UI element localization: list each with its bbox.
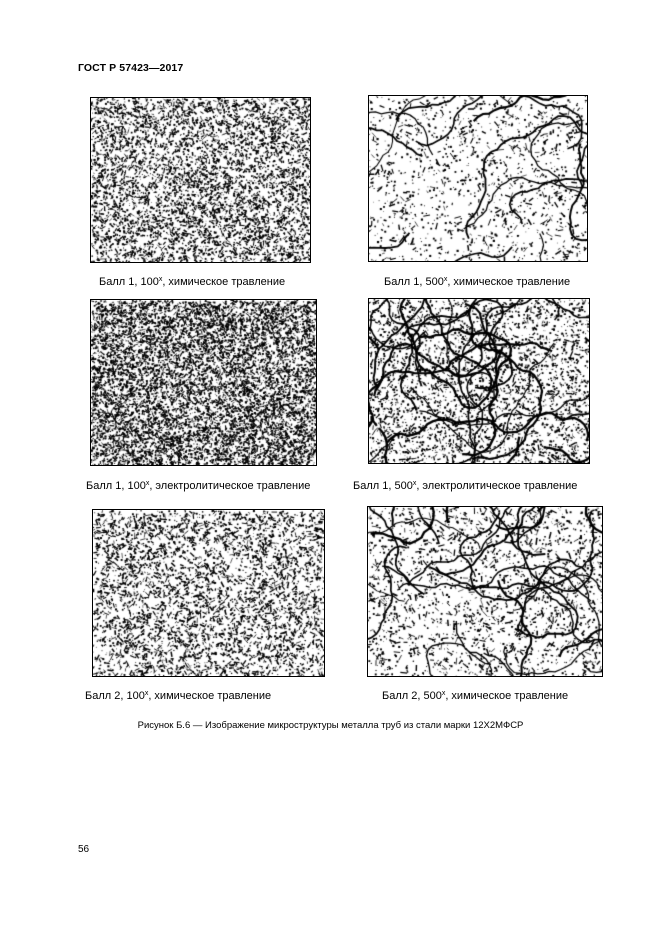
page-number: 56	[78, 844, 90, 855]
caption-ball2-100x-chemical: Балл 2, $100^х$, химическое травление	[85, 690, 272, 702]
caption-ball1-500x-electrolytic: Балл 1, $500^х$, электролитическое травление	[353, 480, 578, 492]
micrograph-ball2-100x-chemical	[92, 509, 325, 677]
caption-ball1-500x-chemical: Балл 1, $500^х$, химическое травление	[384, 276, 571, 288]
caption-ball1-100x-electrolytic: Балл 1, $100^х$, электролитическое травление	[86, 480, 311, 492]
micrograph-ball1-500x-chemical	[368, 95, 588, 262]
caption-ball1-100x-chemical: Балл 1, $100^х$, химическое травление	[99, 276, 286, 288]
figure-caption: Рисунок Б.6 — Изображение микроструктуры металла труб из стали марки 12Х2МФСР	[137, 720, 524, 731]
caption-ball2-500x-chemical: Балл 2, $500^х$, химическое травление	[382, 690, 569, 702]
document-header: ГОСТ Р 57423—2017	[78, 62, 184, 74]
micrograph-ball1-100x-chemical	[90, 97, 311, 263]
micrograph-ball1-100x-electrolytic	[90, 299, 317, 466]
micrograph-ball1-500x-electrolytic	[368, 298, 590, 464]
micrograph-ball2-500x-chemical	[367, 506, 603, 677]
